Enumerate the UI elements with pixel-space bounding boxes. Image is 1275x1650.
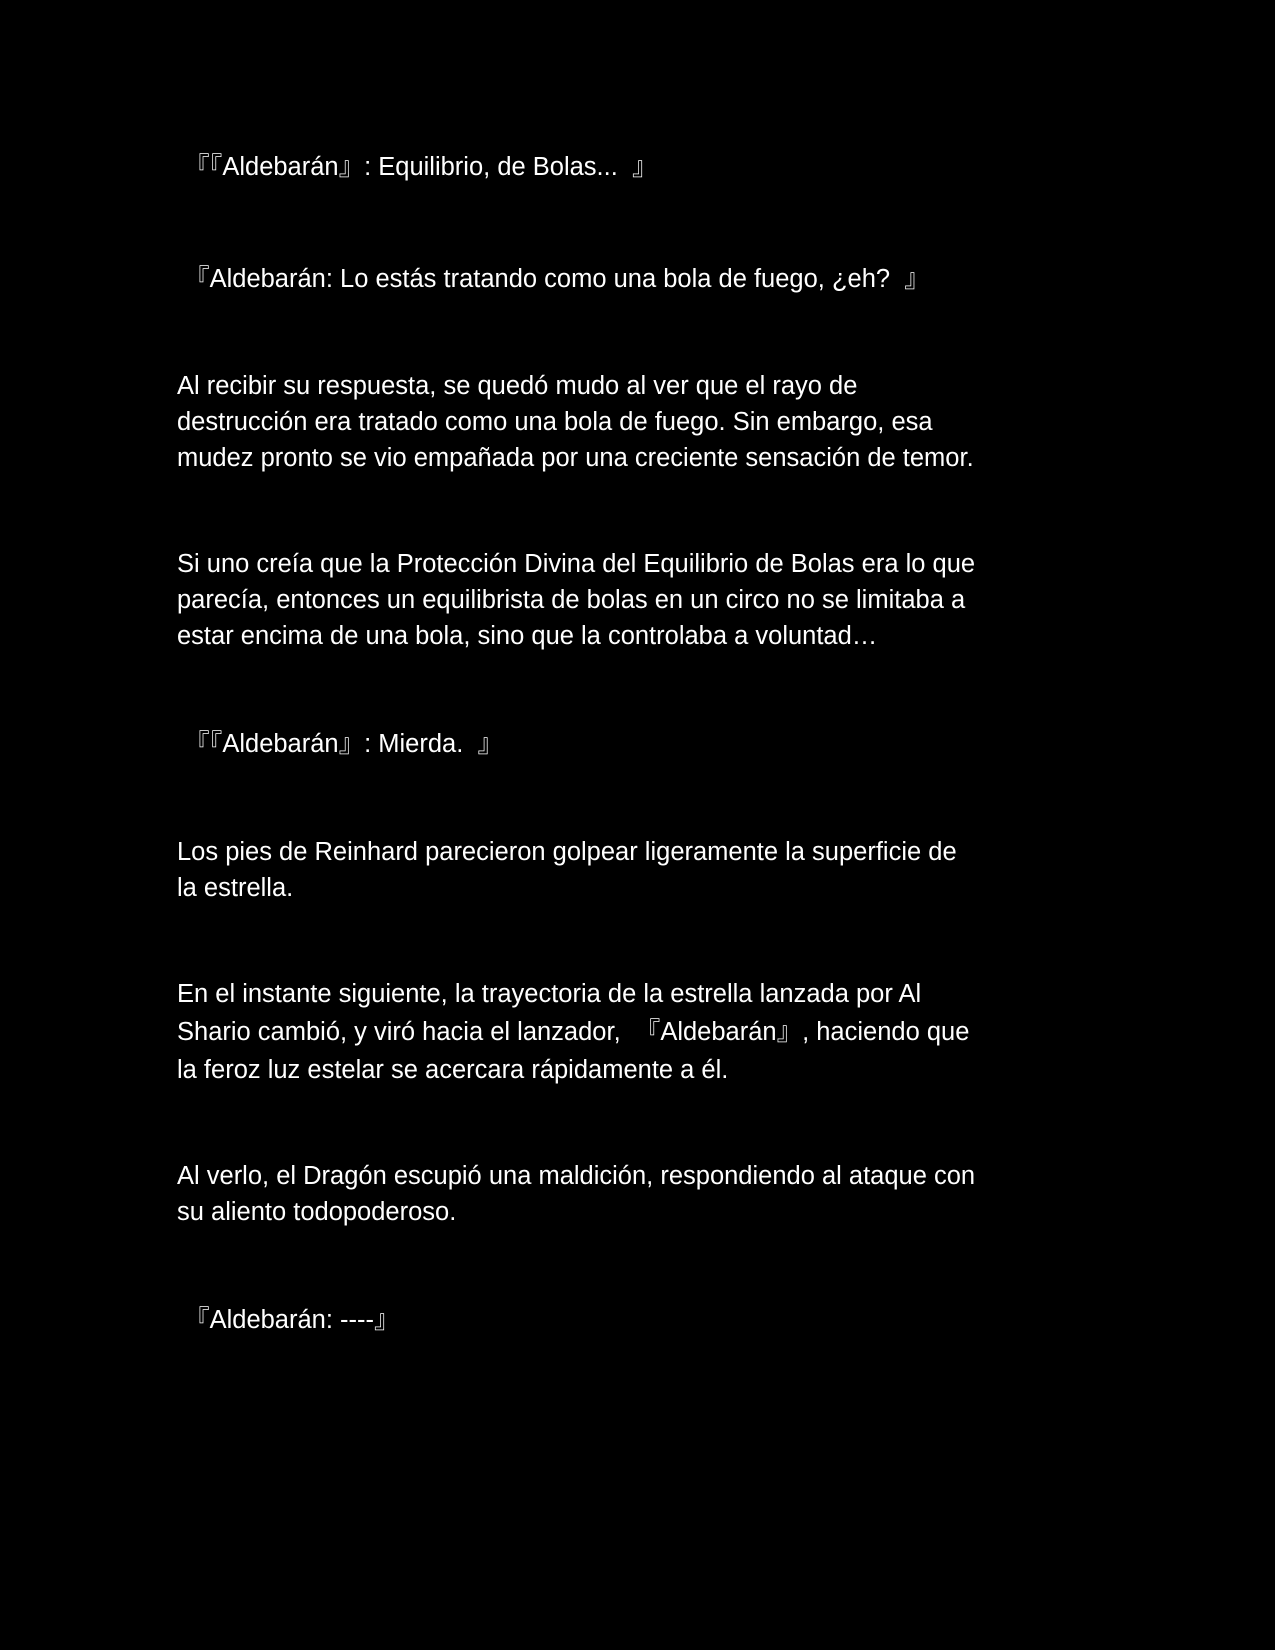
paragraph-line: la feroz luz estelar se acercara rápidamente a él.: [177, 1056, 729, 1084]
paragraph-line: Al recibir su respuesta, se quedó mudo al ver que el rayo de: [177, 372, 858, 400]
paragraph: [177, 975, 1097, 1089]
paragraph-line: Shario cambió, y viró hacia el lanzador, 『Aldebarán』, haciendo que: [177, 1018, 970, 1046]
dialogue-line: 『Aldebarán: ----』: [177, 1306, 400, 1334]
paragraph-line: Si uno creía que la Protección Divina del Equilibrio de Bolas era lo que: [177, 550, 976, 578]
dialogue-line: 『Aldebarán: Lo estás tratando como una bola de fuego, ¿eh? 』: [177, 265, 930, 293]
dialogue-line: 『『Aldebarán』: Mierda. 』: [177, 730, 503, 758]
paragraph-line: Los pies de Reinhard parecieron golpear ligeramente la superficie de: [177, 838, 957, 866]
paragraph-line: su aliento todopoderoso.: [177, 1198, 457, 1226]
paragraph-line: estar encima de una bola, sino que la controlaba a voluntad…: [177, 622, 878, 650]
paragraph-line: parecía, entonces un equilibrista de bolas en un circo no se limitaba a: [177, 586, 966, 614]
paragraph: [177, 834, 1097, 906]
paragraph: [177, 1158, 1097, 1230]
paragraph-line: Al verlo, el Dragón escupió una maldición, respondiendo al ataque con: [177, 1162, 976, 1190]
paragraph-line: la estrella.: [177, 874, 294, 902]
paragraph-line: En el instante siguiente, la trayectoria de la estrella lanzada por Al: [177, 980, 922, 1008]
dialogue-line: 『『Aldebarán』: Equilibrio, de Bolas... 』: [177, 153, 658, 181]
paragraph: [177, 368, 1097, 476]
paragraph-line: destrucción era tratado como una bola de fuego. Sin embargo, esa: [177, 408, 933, 436]
paragraph: [177, 546, 1097, 654]
paragraph-line: mudez pronto se vio empañada por una creciente sensación de temor.: [177, 444, 974, 472]
